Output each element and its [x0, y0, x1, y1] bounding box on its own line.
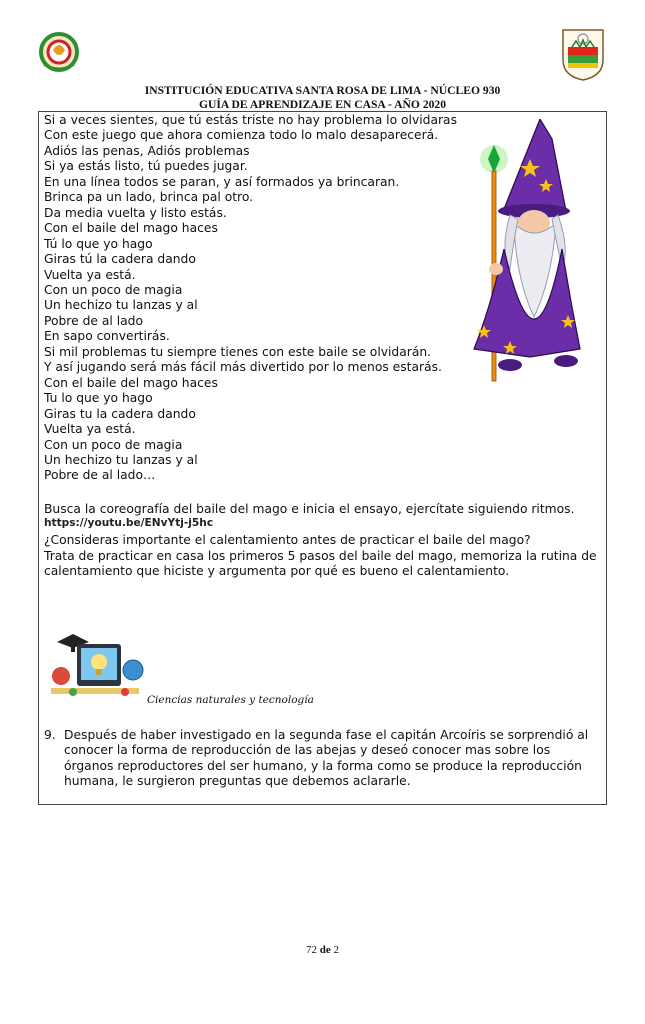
song-lyrics [44, 113, 457, 484]
song-line: Pobre de al lado… [44, 468, 156, 483]
song-line: Vuelta ya está. [44, 422, 136, 437]
song-line: Con un poco de magia [44, 282, 183, 297]
song-line: Si a veces sientes, que tú estás triste no hay problema lo olvidaras [44, 113, 457, 127]
wizard-illustration [470, 119, 582, 387]
science-technology-illustration [47, 630, 147, 702]
question-9 [44, 728, 599, 790]
song-line: En una línea todos se paran, y así formados ya brincaran. [44, 174, 400, 189]
header-guide-title: GUÍA DE APRENDIZAJE EN CASA - AÑO 2020 [198, 98, 447, 111]
song-line: Giras tu la cadera dando [44, 406, 196, 421]
content-box [38, 111, 607, 805]
question-number: 9. [44, 728, 56, 742]
song-line: Giras tú la cadera dando [44, 252, 196, 267]
song-line: Da media vuelta y listo estás. [44, 205, 227, 220]
song-line: Con el baile del mago haces [44, 221, 218, 236]
song-line: Un hechizo tu lanzas y al [44, 298, 198, 313]
instruction-practice: Trata de practicar en casa los primeros 5 pasos del baile del mago, memoriza la rutina de calentamiento que hiciste y argumenta por qué es bueno el calentamiento. [44, 549, 597, 579]
page-footer [0, 944, 645, 956]
page-number: 72 [306, 944, 317, 956]
song-line: Tú lo que yo hago [44, 236, 153, 251]
youtube-link[interactable]: https://youtu.be/ENvYtj-j5hc [44, 517, 214, 529]
school-emblem-icon [36, 30, 82, 86]
song-line: Con un poco de magia [44, 437, 183, 452]
question-text: Después de haber investigado en la segunda fase el capitán Arcoíris se sorprendió al conocer la forma de reproducción de las abejas y deseó conocer mas sobre los órganos reproductores del ser humano, y la forma como se produce la reproducción humana, le surgieron preguntas que debemos aclararle. [64, 728, 589, 789]
song-line: Un hechizo tu lanzas y al [44, 452, 198, 467]
school-logo-left [36, 30, 82, 86]
song-line: Brinca pa un lado, brinca pal otro. [44, 190, 254, 205]
page-total: 2 [333, 944, 339, 956]
crest-icon [560, 26, 606, 82]
song-line: Pobre de al lado [44, 313, 143, 328]
document-header [0, 84, 645, 112]
page-of-label: de [319, 944, 331, 956]
instruction-search-choreography: Busca la coreografía del baile del mago e inicia el ensayo, ejercítate siguiendo ritmos. [44, 502, 575, 516]
science-caption: Ciencias naturales y tecnología [147, 694, 314, 706]
song-line: Tu lo que yo hago [44, 391, 153, 406]
song-line: Y así jugando será más fácil más divertido por lo menos estarás. [44, 360, 442, 375]
instruction-warmup-question: ¿Consideras importante el calentamiento antes de practicar el baile del mago? [44, 533, 531, 547]
song-line: En sapo convertirás. [44, 329, 170, 344]
song-line: Si ya estás listo, tú puedes jugar. [44, 159, 248, 174]
school-crest-right [560, 26, 606, 82]
science-tablet-icon [47, 630, 147, 702]
song-line: Adiós las penas, Adiós problemas [44, 143, 250, 158]
song-line: Vuelta ya está. [44, 267, 136, 282]
wizard-icon [470, 119, 582, 387]
song-line: Con el baile del mago haces [44, 375, 218, 390]
header-institution: INSTITUCIÓN EDUCATIVA SANTA ROSA DE LIMA - NÚCLEO 930 [144, 84, 501, 97]
song-line: Si mil problemas tu siempre tienes con este baile se olvidarán. [44, 344, 432, 359]
song-line: Con este juego que ahora comienza todo lo malo desaparecerá. [44, 128, 439, 143]
